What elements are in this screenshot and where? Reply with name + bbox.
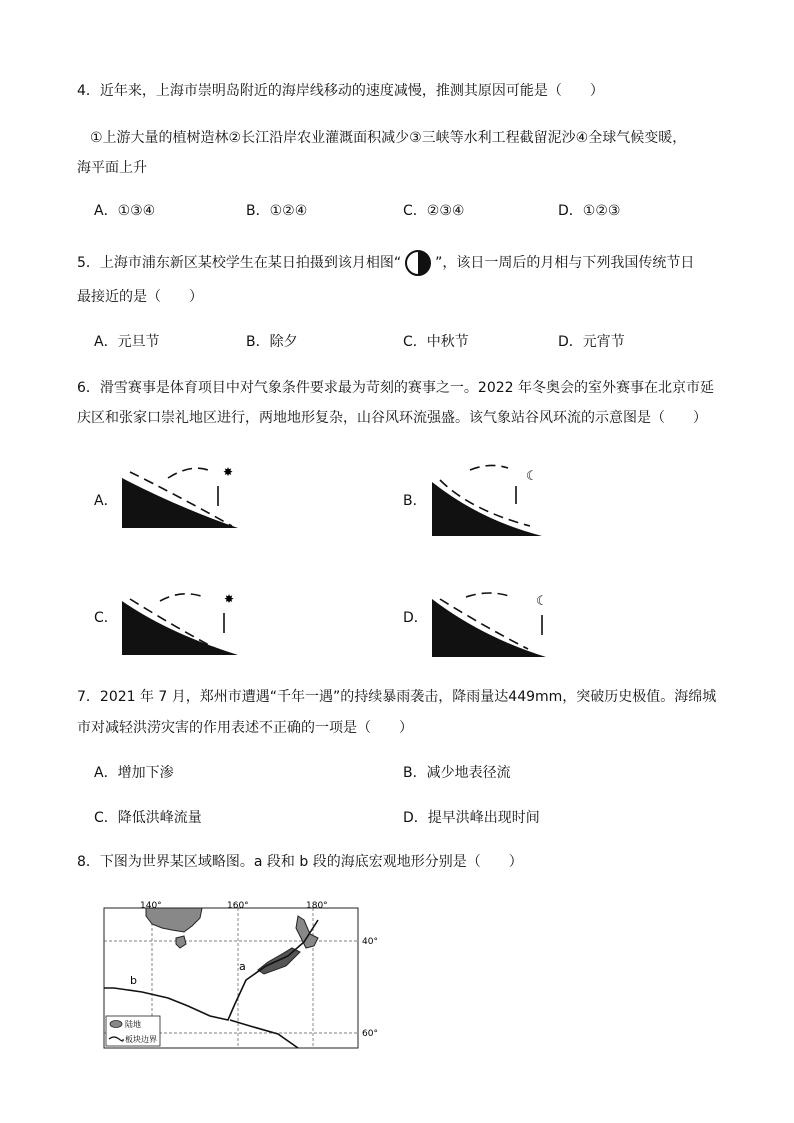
q7-option-b[interactable]: B．减少地表径流	[403, 765, 511, 781]
q8-stem: 8．下图为世界某区域略图。a 段和 b 段的海底宏观地形分别是（ ）	[77, 854, 523, 870]
q4-option-d[interactable]: D．①②③	[558, 203, 621, 219]
legend-land: 陆地	[125, 1020, 141, 1029]
q6-diagram-c	[120, 585, 245, 664]
segment-label-b: b	[130, 974, 137, 987]
q6-diagram-a	[120, 460, 245, 544]
q5-option-a[interactable]: A．元旦节	[94, 334, 160, 350]
q6-option-b[interactable]: B．	[403, 493, 427, 509]
lon-label: 140°	[140, 901, 162, 911]
q6-stem-cont: 庆区和张家口崇礼地区进行，两地地形复杂，山谷风环流强盛。该气象站谷风环流的示意图是（ ）	[77, 410, 707, 426]
sun-icon: ✸	[224, 592, 235, 606]
moon-phase-icon	[405, 250, 431, 276]
legend-boundary: 板块边界	[125, 1035, 157, 1044]
moon-icon: ☾	[536, 594, 548, 609]
lat-label: 40°	[362, 937, 378, 947]
q7-option-c[interactable]: C．降低洪峰流量	[94, 810, 202, 826]
q4-items-cont: 海平面上升	[77, 160, 147, 176]
sun-icon: ✸	[223, 465, 234, 479]
q7-stem: 7．2021 年 7 月，郑州市遭遇“千年一遇”的持续暴雨袭击，降雨量达449mm，突破历史极值。海绵城	[77, 689, 717, 705]
lon-label: 180°	[306, 901, 328, 911]
q5-stem-cont: 最接近的是（ ）	[77, 289, 203, 305]
region-map	[100, 898, 385, 1057]
q4-option-c[interactable]: C．②③④	[403, 203, 465, 219]
q6-diagram-b	[430, 460, 555, 544]
q5-stem-a: 5．上海市浦东新区某校学生在某日拍摄到该月相图“	[77, 255, 402, 271]
q4-option-b[interactable]: B．①②④	[246, 203, 308, 219]
q5-option-b[interactable]: B．除夕	[246, 334, 298, 350]
q4-items: ①上游大量的植树造林②长江沿岸农业灌溉面积减少③三峡等水利工程截留泥沙④全球气候变暖，	[90, 130, 687, 146]
q6-diagram-d	[430, 585, 555, 664]
lat-label: 60°	[362, 1029, 378, 1039]
q6-stem: 6．滑雪赛事是体育项目中对气象条件要求最为苛刻的赛事之一。2022 年冬奥会的室外赛事在北京市延	[77, 380, 714, 396]
q5-option-c[interactable]: C．中秋节	[403, 334, 469, 350]
moon-icon: ☾	[526, 469, 538, 484]
q4-option-a[interactable]: A．①③④	[94, 203, 156, 219]
q6-option-c[interactable]: C．	[94, 610, 118, 626]
q5-stem	[77, 250, 694, 276]
q4-stem: 4．近年来，上海市崇明岛附近的海岸线移动的速度减慢，推测其原因可能是（ ）	[77, 83, 604, 99]
land-legend-icon	[110, 1021, 122, 1028]
segment-label-a: a	[239, 960, 246, 973]
q7-stem-cont: 市对减轻洪涝灾害的作用表述不正确的一项是（ ）	[77, 720, 413, 736]
q7-option-d[interactable]: D．提早洪峰出现时间	[403, 810, 540, 826]
q5-stem-b: ”，该日一周后的月相与下列我国传统节日	[435, 255, 695, 271]
q7-option-a[interactable]: A．增加下渗	[94, 765, 174, 781]
q5-option-d[interactable]: D．元宵节	[558, 334, 625, 350]
q6-option-d[interactable]: D．	[403, 610, 428, 626]
lon-label: 160°	[227, 901, 249, 911]
q6-option-a[interactable]: A．	[94, 493, 118, 509]
